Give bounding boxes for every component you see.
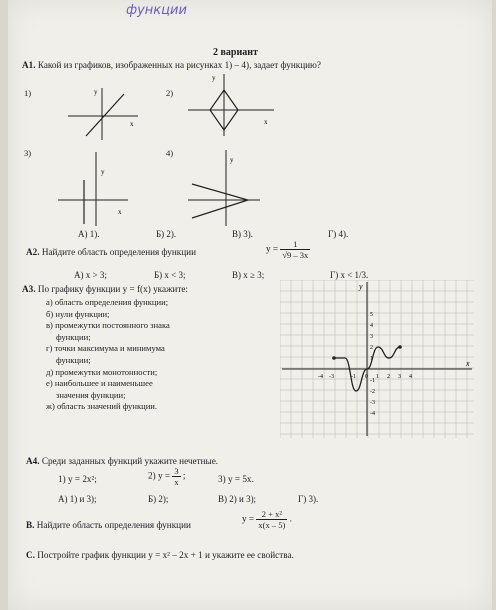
x-tick-label: 3	[398, 374, 401, 380]
a3-grid	[280, 280, 474, 438]
graph-2-axis-y: y	[212, 74, 216, 82]
question-c	[26, 550, 294, 560]
a4-function-2-fraction	[172, 466, 180, 487]
a1-option-a: А) 1).	[78, 229, 100, 239]
y-tick-label: 5	[370, 312, 373, 318]
y-tick-label: 4	[370, 323, 373, 329]
a2-fraction	[280, 239, 310, 260]
a3-axes	[282, 282, 472, 436]
a3-item: д) промежутки монотонности;	[46, 366, 158, 377]
x-tick-label: 0	[365, 374, 368, 380]
question-a3-text: По графику функции y = f(x) укажите:	[37, 284, 188, 294]
curve-endpoint	[398, 345, 402, 349]
a3-item: ж) область значений функции.	[46, 401, 158, 412]
b-fraction	[256, 509, 287, 530]
a3-axis-x-label: x	[466, 359, 470, 368]
x-tick-label: 2	[387, 374, 390, 380]
a2-formula-lhs: y =	[266, 243, 279, 254]
a1-option-v: В) 3).	[232, 229, 253, 239]
y-tick-label: 2	[370, 345, 373, 351]
a1-option-g: Г) 4).	[328, 229, 349, 239]
a4-function-3: 3) y = 5x.	[218, 474, 254, 484]
a2-option-g: Г) x < 1/3.	[330, 270, 369, 280]
question-c-text: Постройте график функции y = x² – 2x + 1 и укажите ее свойства.	[37, 550, 294, 560]
worksheet-page	[8, 0, 492, 610]
question-a3-label: А3.	[22, 284, 36, 294]
a3-item: в) промежутки постоянного знака	[46, 320, 170, 331]
curve-endpoint	[332, 356, 336, 360]
y-tick-label: -4	[370, 411, 375, 417]
a3-item: функции;	[56, 331, 91, 342]
a3-item: б) нули функции;	[46, 308, 110, 319]
graph-4-axis-y: y	[230, 156, 234, 164]
x-tick-label: -1	[351, 374, 356, 380]
graph-3-label: 3)	[24, 148, 32, 158]
graph-1	[66, 86, 142, 142]
graph-1-label: 1)	[24, 88, 32, 98]
a4-option-a: А) 1) и 3);	[58, 494, 97, 504]
question-a2-label: А2.	[26, 247, 40, 257]
x-tick-label: -3	[329, 374, 334, 380]
question-a1	[22, 60, 321, 70]
question-a2-text: Найдите область определения функции	[41, 247, 197, 257]
a4-fraction-denominator: x	[174, 477, 179, 487]
b-formula-lhs: y =	[242, 513, 255, 524]
a2-option-v: В) x ≥ 3;	[232, 270, 265, 280]
y-tick-label: 1	[370, 356, 373, 362]
y-tick-label: 3	[370, 334, 373, 340]
graph-2-axis-x: x	[264, 118, 268, 126]
graph-2	[186, 72, 276, 138]
a4-function-2-end: ;	[182, 470, 186, 481]
a4-option-g: Г) 3).	[298, 494, 319, 504]
y-tick-label: -1	[370, 378, 375, 384]
a4-option-v: В) 2) и 3);	[218, 494, 257, 504]
b-formula-end: .	[289, 513, 292, 524]
a4-function-1: 1) y = 2x²;	[58, 474, 97, 484]
a2-option-a: А) x > 3;	[74, 270, 107, 280]
question-b	[26, 520, 191, 530]
y-tick-label: -2	[370, 389, 375, 395]
a4-option-b: Б) 2);	[148, 494, 169, 504]
a2-fraction-denominator: √9 – 3x	[282, 250, 309, 260]
x-tick-label: 1	[376, 374, 379, 380]
a3-item: значения функции;	[56, 389, 126, 400]
graph-3	[56, 150, 136, 228]
a4-fraction-numerator: 3	[174, 466, 179, 476]
a3-item: г) точки максимума и минимума	[46, 343, 165, 354]
question-a4-label: А4.	[26, 456, 40, 466]
b-fraction-numerator: 2 + x²	[256, 509, 287, 520]
graph-1-axis-x: x	[130, 120, 134, 128]
graph-4-label: 4)	[166, 148, 174, 158]
graph-1-axis-y: y	[94, 88, 98, 96]
a2-option-b: Б) x < 3;	[154, 270, 186, 280]
graph-4	[186, 148, 266, 228]
handwritten-note: функции	[126, 3, 187, 18]
a2-fraction-numerator: 1	[280, 239, 310, 250]
graph-3-axis-y: y	[101, 168, 105, 176]
x-tick-label: 4	[409, 374, 412, 380]
a3-axis-y-label: y	[359, 282, 363, 291]
question-b-label: В.	[26, 520, 35, 530]
b-formula	[242, 509, 292, 530]
question-a4-text: Среди заданных функций укажите нечетные.	[41, 456, 219, 466]
a3-item: е) наибольшее и наименьшее	[46, 378, 153, 389]
variant-title: 2 вариант	[213, 47, 258, 58]
question-b-text: Найдите область определения функции	[36, 520, 191, 530]
a3-item: а) область определения функции;	[46, 297, 169, 307]
question-a4	[26, 456, 218, 466]
a4-function-2-lhs: 2) y =	[148, 470, 171, 481]
question-a1-text: Какой из графиков, изображенных на рисунках 1) – 4), задает функцию?	[37, 60, 321, 70]
a3-items	[46, 297, 170, 413]
question-c-label: С.	[26, 550, 35, 560]
question-a2	[26, 247, 196, 257]
a1-option-b: Б) 2).	[156, 229, 177, 239]
question-a3	[22, 284, 188, 294]
a2-formula	[266, 239, 310, 260]
a4-function-2	[148, 466, 185, 487]
b-fraction-denominator: x(x – 5)	[258, 520, 286, 530]
a3-function-graph	[280, 280, 474, 438]
graph-2-label: 2)	[166, 88, 174, 98]
y-tick-label: -3	[370, 400, 375, 406]
question-a1-label: А1.	[22, 60, 36, 70]
x-tick-label: -4	[318, 374, 323, 380]
graph-3-axis-x: x	[118, 208, 122, 216]
a3-item: функции;	[56, 354, 91, 365]
